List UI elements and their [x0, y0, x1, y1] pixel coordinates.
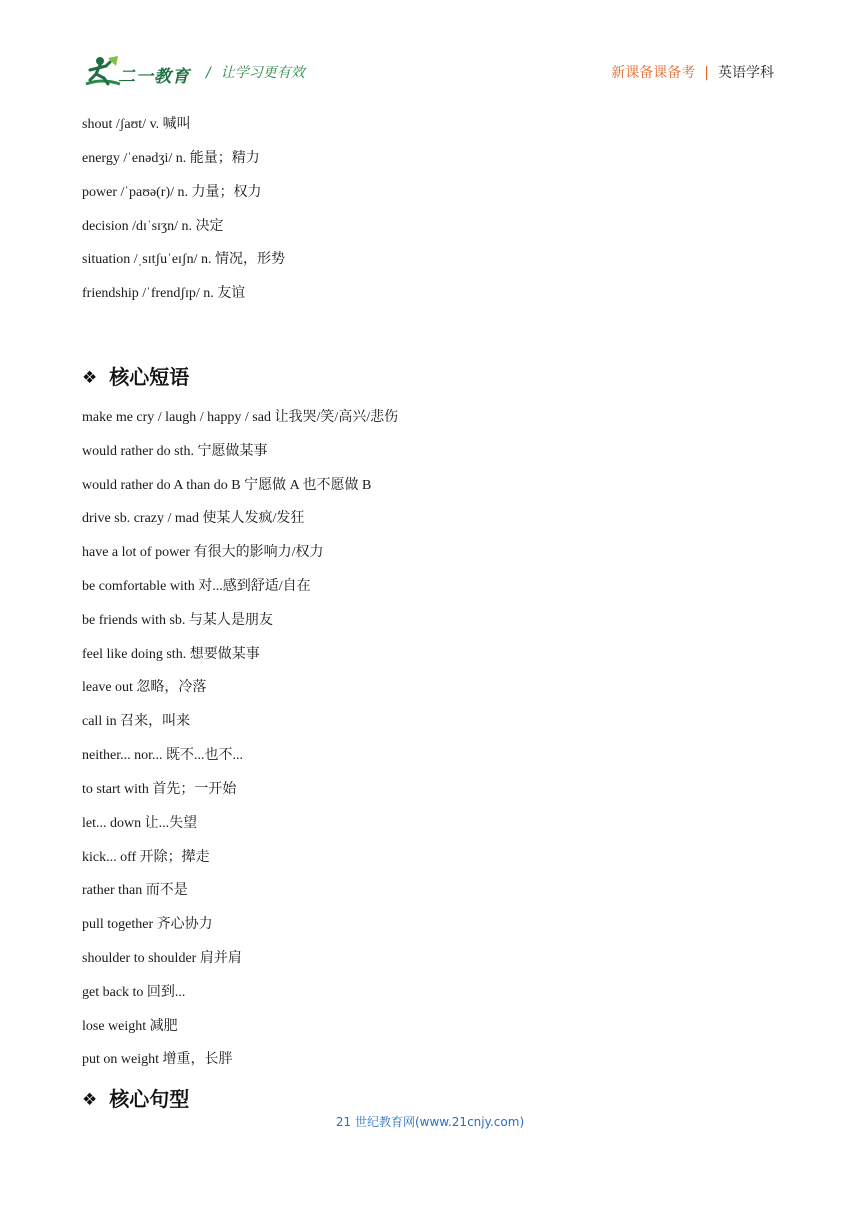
section-title: 核心短语	[109, 365, 190, 389]
phrase-item: let... down 让...失望	[82, 816, 198, 831]
vocab-item: shout /ʃaʊt/ v. 喊叫	[82, 117, 191, 132]
slogan-separator: /	[206, 65, 211, 81]
phrase-item: to start with 首先；一开始	[82, 782, 237, 797]
section-heading-sentences	[82, 1083, 189, 1112]
phrase-item: call in 召来，叫来	[82, 714, 191, 729]
phrase-item: kick... off 开除；撵走	[82, 850, 210, 865]
phrase-item: shoulder to shoulder 肩并肩	[82, 951, 242, 966]
phrase-item: be friends with sb. 与某人是朋友	[82, 613, 273, 628]
vocab-item: friendship /ˈfrendʃɪp/ n. 友谊	[82, 286, 246, 301]
header-divider: |	[704, 65, 709, 81]
vocab-item: energy /ˈenədʒi/ n. 能量；精力	[82, 151, 260, 166]
phrase-item: pull together 齐心协力	[82, 917, 213, 932]
diamond-bullet-icon: ❖	[82, 368, 98, 388]
phrase-item: drive sb. crazy / mad 使某人发疯/发狂	[82, 511, 305, 526]
phrase-item: would rather do A than do B 宁愿做 A 也不愿做 B	[82, 478, 372, 493]
header-course-label: 新课备课备考	[611, 65, 696, 81]
phrase-item: get back to 回到...	[82, 985, 186, 1000]
diamond-bullet-icon: ❖	[82, 1090, 98, 1110]
slogan-text: 让学习更有效	[220, 65, 305, 81]
header-subject-label: 英语学科	[718, 65, 774, 81]
phrase-item: leave out 忽略，冷落	[82, 680, 207, 695]
slogan	[206, 62, 305, 82]
phrase-item: neither... nor... 既不...也不...	[82, 748, 243, 763]
vocab-item: decision /dɪˈsɪʒn/ n. 决定	[82, 219, 224, 234]
header-subject	[611, 62, 774, 82]
phrase-item: would rather do sth. 宁愿做某事	[82, 444, 268, 459]
vocab-item: power /ˈpaʊə(r)/ n. 力量；权力	[82, 185, 262, 200]
brand-name: 二一教育	[118, 67, 190, 87]
phrase-item: feel like doing sth. 想要做某事	[82, 647, 260, 662]
section-heading-phrases	[82, 361, 189, 390]
phrase-item: have a lot of power 有很大的影响力/权力	[82, 545, 324, 560]
page-footer: 21 世纪教育网(www.21cnjy.com)	[335, 1115, 525, 1129]
phrase-item: put on weight 增重，长胖	[82, 1052, 233, 1067]
phrase-item: be comfortable with 对...感到舒适/自在	[82, 579, 311, 594]
vocab-item: situation /ˌsɪtʃuˈeɪʃn/ n. 情况，形势	[82, 252, 285, 267]
page-header	[0, 0, 860, 100]
section-title: 核心句型	[109, 1087, 190, 1111]
phrase-item: lose weight 减肥	[82, 1019, 178, 1034]
phrase-item: make me cry / laugh / happy / sad 让我哭/笑/高兴/悲伤	[82, 410, 399, 425]
phrase-item: rather than 而不是	[82, 883, 188, 898]
